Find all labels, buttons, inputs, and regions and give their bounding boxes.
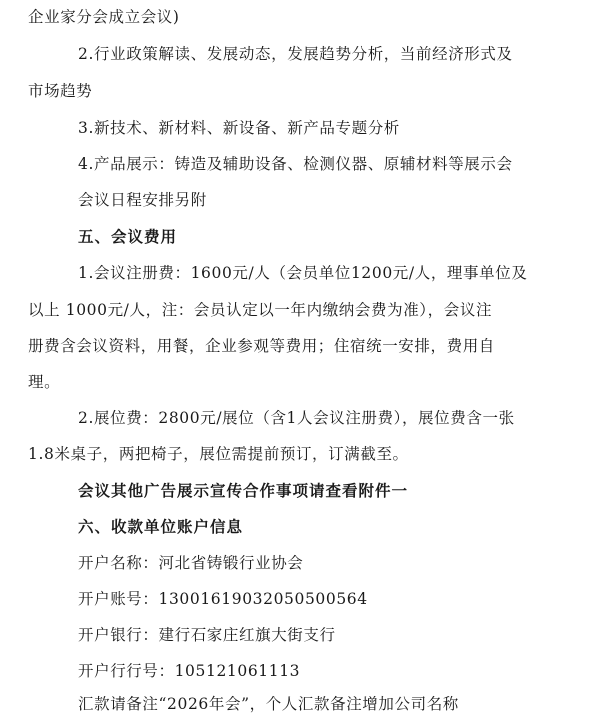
text-line-2: 2.行业政策解读、发展动态，发展趋势分析，当前经济形式及 <box>78 45 513 63</box>
text-line-9: 以上 1000元/人，注：会员认定以一年内缴纳会费为准），会议注 <box>28 301 493 319</box>
section-heading-account: 六、收款单位账户信息 <box>78 518 244 536</box>
text-line-5: 4.产品展示：铸造及辅助设备、检测仪器、原辅材料等展示会 <box>78 155 513 173</box>
bank-code: 开户行行号：105121061113 <box>78 662 301 680</box>
text-line-6: 会议日程安排另附 <box>78 191 207 209</box>
account-bank: 开户银行：建行石家庄红旗大街支行 <box>78 626 336 644</box>
text-line-13: 1.8米桌子，两把椅子，展位需提前预订，订满截至。 <box>28 445 409 463</box>
remittance-note: 汇款请备注“2026年会”，个人汇款备注增加公司名称 <box>78 695 459 713</box>
text-line-12: 2.展位费：2800元/展位（含1人会议注册费），展位费含一张 <box>78 409 515 427</box>
text-line-10: 册费含会议资料，用餐，企业参观等费用；住宿统一安排，费用自 <box>28 337 495 355</box>
account-number: 开户账号：13001619032050500564 <box>78 590 368 608</box>
text-line-8: 1.会议注册费：1600元/人（会员单位1200元/人，理事单位及 <box>78 264 528 282</box>
text-line-3: 市场趋势 <box>28 82 93 100</box>
ad-cooperation-note: 会议其他广告展示宣传合作事项请查看附件一 <box>78 482 409 500</box>
section-heading-fees: 五、会议费用 <box>78 228 178 246</box>
account-name: 开户名称：河北省铸锻行业协会 <box>78 554 304 572</box>
text-line-4: 3.新技术、新材料、新设备、新产品专题分析 <box>78 119 400 137</box>
text-line-1: 企业家分会成立会议) <box>28 8 180 26</box>
text-line-11: 理。 <box>28 373 61 391</box>
